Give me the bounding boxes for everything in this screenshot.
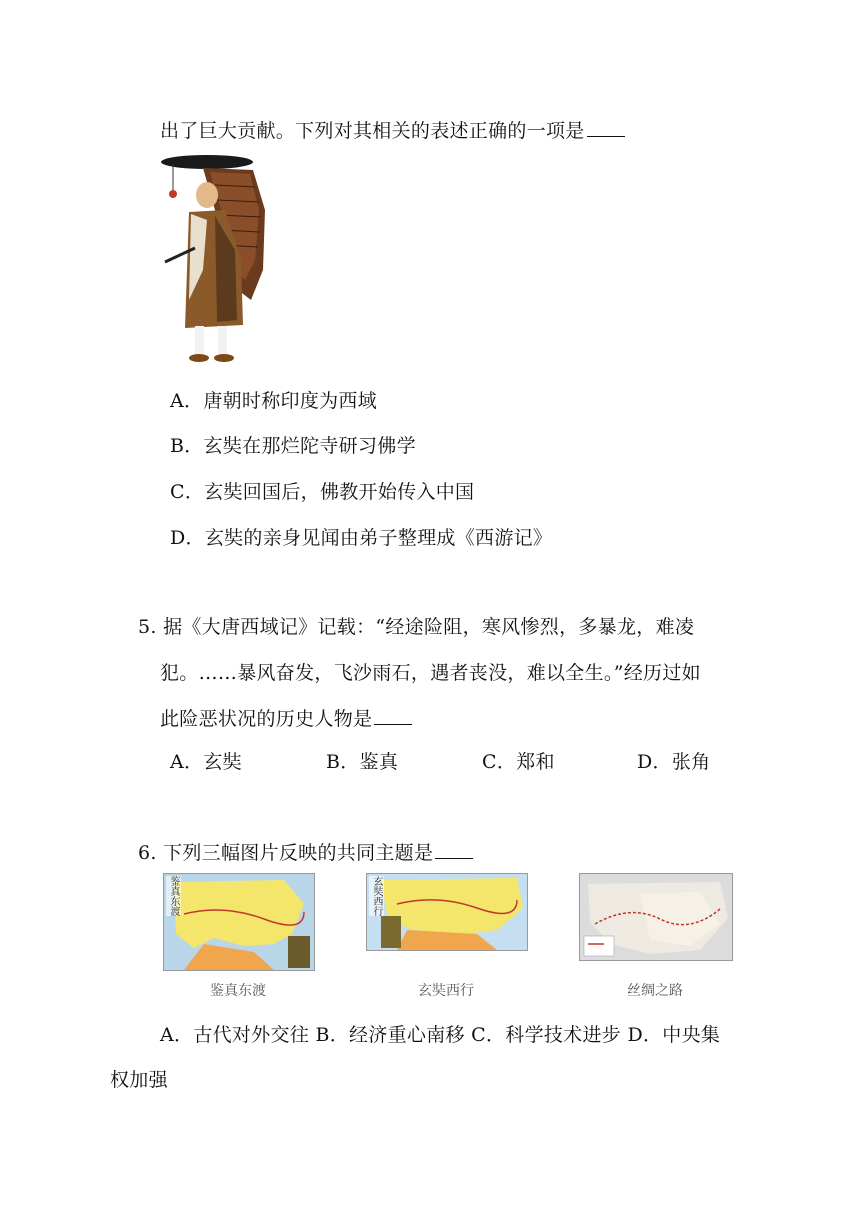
q6-options-line2: 权加强 [110,1069,168,1091]
q4-answer-blank [587,120,625,137]
silk-road-map-icon [580,874,732,960]
caption-silk-road: 丝绸之路 [627,983,683,999]
q4-stem-text: 出了巨大贡献。下列对其相关的表述正确的一项是 [160,120,585,142]
q4-stem [160,116,625,143]
q5-stem-line3 [160,704,412,731]
q5-answer-blank [374,708,412,725]
map-xuanzang-label: 玄奘西行 [371,876,382,916]
q5-option-a: A．玄奘 [170,751,242,773]
q5-option-c: C．郑和 [482,751,555,773]
map-xuanzang [366,873,528,951]
q5-stem-line1: 5. 据《大唐西域记》记载：“经途险阻，寒风惨烈，多暴龙，难凌 [138,616,695,638]
caption-xuanzang: 玄奘西行 [418,983,474,999]
caption-jianzhen: 鉴真东渡 [210,983,266,999]
map-silk-road [579,873,733,961]
q5-stem-line2: 犯。……暴风奋发，飞沙雨石，遇者丧没，难以全生。”经历过如 [160,662,701,684]
q4-option-a: A．唐朝时称印度为西域 [170,390,378,412]
q6-answer-blank [435,842,473,859]
xuanzang-monk-icon [155,150,275,372]
q6-stem-text: 6. 下列三幅图片反映的共同主题是 [138,842,434,864]
q4-option-b: B．玄奘在那烂陀寺研习佛学 [170,435,416,457]
map-jianzhen-label: 鉴真东渡 [168,876,179,916]
map-jianzhen [163,873,315,971]
q6-options-line1: A．古代对外交往 B．经济重心南移 C．科学技术进步 D．中央集 [160,1024,721,1046]
jianzhen-map-icon [164,874,314,970]
q6-stem [138,838,473,865]
q5-option-d: D．张角 [637,751,711,773]
q4-option-c: C．玄奘回国后，佛教开始传入中国 [170,481,475,503]
q5-stem-line3-text: 此险恶状况的历史人物是 [160,708,373,730]
xuanzang-map-icon [367,874,527,950]
q5-option-b: B．鉴真 [326,751,399,773]
q4-option-d: D．玄奘的亲身见闻由弟子整理成《西游记》 [170,527,553,549]
xuanzang-figure [155,150,275,372]
